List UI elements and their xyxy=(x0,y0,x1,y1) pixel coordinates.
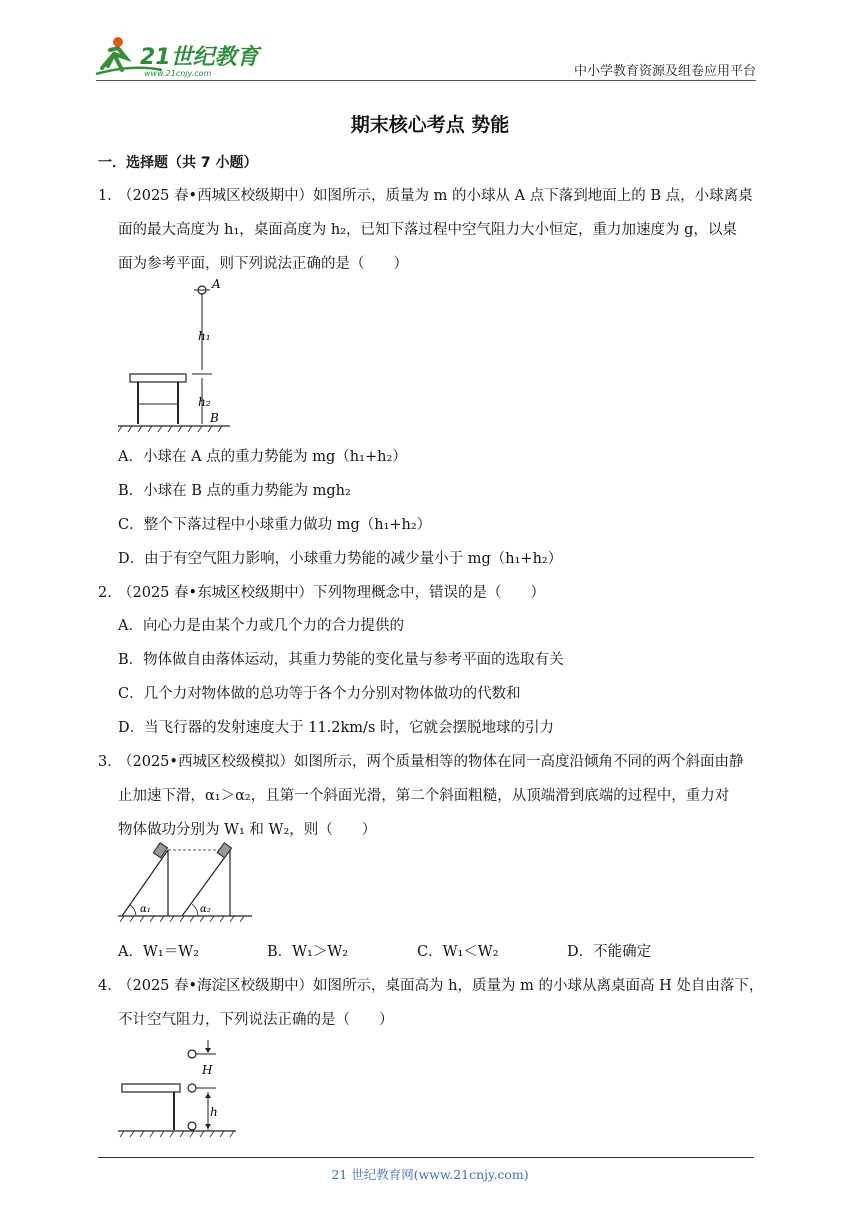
question-text-line: （2025 春•东城区校级期中）下列物理概念中，错误的是（ ） xyxy=(118,585,546,601)
label-a: A xyxy=(212,278,221,291)
footer-divider xyxy=(98,1157,754,1158)
section-heading: 一．选择题（共 7 小题） xyxy=(98,155,258,171)
question-number: 4． xyxy=(98,978,122,994)
option-b: B．小球在 B 点的重力势能为 mgh₂ xyxy=(118,483,351,499)
question-number: 3． xyxy=(98,754,122,770)
question-text-line: 物体做功分别为 W₁ 和 W₂，则（ ） xyxy=(118,822,377,838)
option-a: A．向心力是由某个力或几个力的合力提供的 xyxy=(118,618,404,634)
question-text-line: 面的最大高度为 h₁，桌面高度为 h₂，已知下落过程中空气阻力大小恒定，重力加速度为 g，以桌 xyxy=(118,222,737,238)
option-d: D．不能确定 xyxy=(567,944,652,960)
block-1 xyxy=(153,843,167,858)
label-b: B xyxy=(210,411,219,425)
question-text-line: （2025•西城区校级模拟）如图所示，两个质量相等的物体在同一高度沿倾角不同的两个斜面由静 xyxy=(118,754,744,770)
option-a: A．小球在 A 点的重力势能为 mg（h₁+h₂） xyxy=(118,449,407,465)
option-b: B．W₁＞W₂ xyxy=(267,944,349,960)
option-d: D．由于有空气阻力影响，小球重力势能的减少量小于 mg（h₁+h₂） xyxy=(118,551,563,567)
header-divider xyxy=(96,80,756,81)
question-number: 2． xyxy=(98,585,122,601)
platform-name: 中小学教育资源及组卷应用平台 xyxy=(573,64,756,79)
figure-free-fall-diagram xyxy=(118,1036,240,1140)
label-alpha1: α₁ xyxy=(140,904,151,915)
label-small-h: h xyxy=(210,1105,218,1119)
option-a: A．W₁＝W₂ xyxy=(118,944,199,960)
label-h1: h₁ xyxy=(198,329,211,343)
option-c: C．整个下落过程中小球重力做功 mg（h₁+h₂） xyxy=(118,517,432,533)
desk-top xyxy=(122,1084,180,1092)
label-big-h: H xyxy=(202,1063,213,1077)
logo-text: 21世纪教育 xyxy=(140,45,259,70)
option-b: B．物体做自由落体运动，其重力势能的变化量与参考平面的选取有关 xyxy=(118,652,564,668)
logo-url: www.21cnjy.com xyxy=(144,69,212,78)
site-logo xyxy=(92,34,262,80)
table-top xyxy=(130,374,186,382)
option-c: C．W₁＜W₂ xyxy=(417,944,499,960)
ball-bottom-icon xyxy=(188,1122,196,1130)
ball-mid-icon xyxy=(188,1084,196,1092)
label-alpha2: α₂ xyxy=(200,904,211,915)
question-text-line: 不计空气阻力，下列说法正确的是（ ） xyxy=(118,1012,394,1028)
figure-inclines-diagram xyxy=(118,842,254,926)
question-text-line: （2025 春•西城区校级期中）如图所示，质量为 m 的小球从 A 点下落到地面上的 B 点，小球离桌 xyxy=(118,188,753,204)
ball-top-icon xyxy=(188,1050,196,1058)
label-h2: h₂ xyxy=(198,395,211,409)
option-c: C．几个力对物体做的总功等于各个力分别对物体做功的代数和 xyxy=(118,686,521,702)
page-title: 期末核心考点 势能 xyxy=(350,114,510,136)
figure-table-ball-diagram xyxy=(118,278,238,434)
option-d: D．当飞行器的发射速度大于 11.2km/s 时，它就会摆脱地球的引力 xyxy=(118,720,554,736)
question-text-line: （2025 春•海淀区校级期中）如图所示，桌面高为 h，质量为 m 的小球从离桌面高 H 处自由落下， xyxy=(118,978,764,994)
question-text-line: 止加速下滑，α₁＞α₂，且第一个斜面光滑，第二个斜面粗糙，从顶端滑到底端的过程中，重力对 xyxy=(118,788,730,804)
question-text-line: 面为参考平面，则下列说法正确的是（ ） xyxy=(118,256,408,272)
footer-link[interactable]: 21 世纪教育网(www.21cnjy.com) xyxy=(331,1167,529,1182)
question-number: 1． xyxy=(98,188,122,204)
